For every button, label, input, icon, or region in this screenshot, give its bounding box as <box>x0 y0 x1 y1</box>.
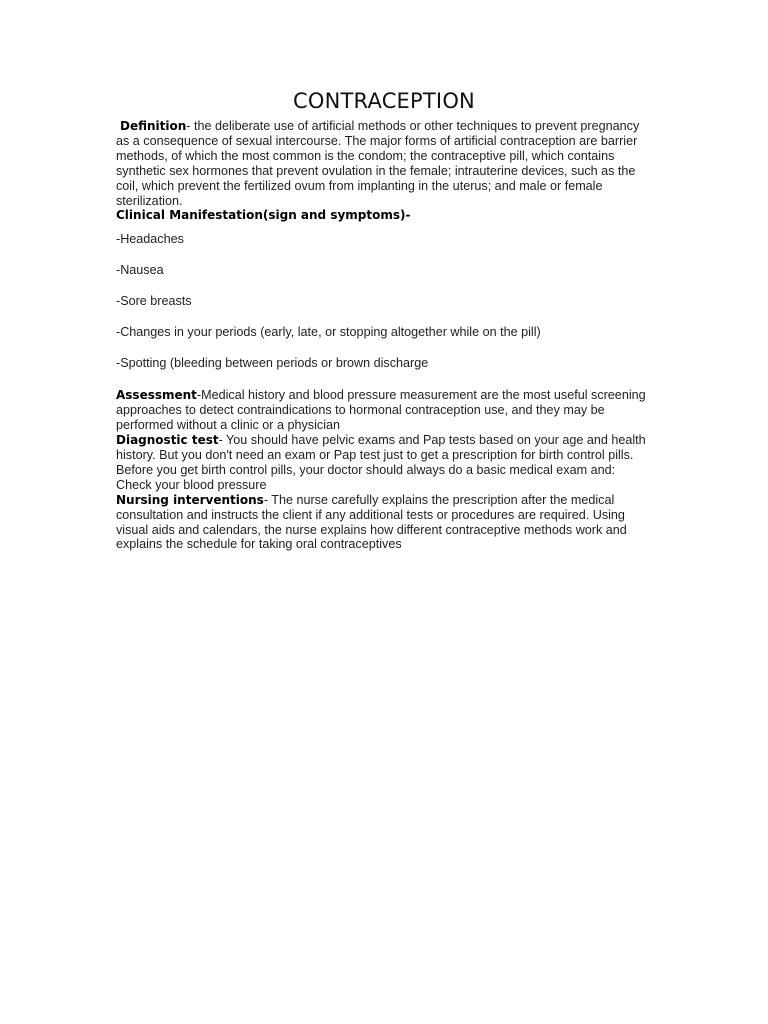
symptoms-list <box>116 232 651 371</box>
clinical-manifestation-label: Clinical Manifestation(sign and symptoms)- <box>116 208 411 223</box>
symptom-item-sore-breasts: -Sore breasts <box>116 294 192 309</box>
symptom-item-period-changes: -Changes in your periods (early, late, or stopping altogether while on the pill) <box>116 325 541 340</box>
nursing-interventions-label: Nursing interventions <box>116 492 264 507</box>
nursing-interventions-text: - The nurse carefully explains the prescription after the medical consultation and instructs the client if any additional tests or procedures are required. Using visual aids and calendars, the nurse explains how different contraceptive methods work and explains the schedule for taking oral contraceptives <box>116 492 627 552</box>
document-title: CONTRACEPTION <box>293 89 475 113</box>
document-body <box>116 119 651 552</box>
assessment-label: Assessment <box>116 388 197 403</box>
definition-text: - the deliberate use of artificial methods or other techniques to prevent pregnancy as a consequence of sexual intercourse. The major forms of artificial contraception are barrier methods, of which the most common is the condom; the contraceptive pill, which contains synthetic sex hormones that prevent ovulation in the female; intrauterine devices, such as the coil, which prevent the fertilized ovum from implanting in the uterus; and male or female sterilization. <box>116 119 640 208</box>
nursing-interventions-paragraph <box>116 493 651 553</box>
section-spacer <box>116 371 651 388</box>
symptom-item-spotting: -Spotting (bleeding between periods or brown discharge <box>116 356 429 371</box>
symptom-item-headaches: -Headaches <box>116 232 184 247</box>
assessment-text: -Medical history and blood pressure measurement are the most useful screening approaches to detect contraindications to hormonal contraception use, and they may be performed without a clinic or a physician <box>116 388 646 433</box>
clinical-manifestation-heading <box>116 208 651 223</box>
definition-label: Definition <box>120 119 187 133</box>
symptom-item-nausea: -Nausea <box>116 263 164 278</box>
diagnostic-test-paragraph <box>116 433 651 493</box>
diagnostic-test-text: - You should have pelvic exams and Pap tests based on your age and health history. But you don't need an exam or Pap test just to get a prescription for birth control pills. Before you get birth control pills, your doctor should always do a basic medical exam and: Check your blood pressure <box>116 433 646 492</box>
definition-paragraph <box>116 119 651 208</box>
assessment-paragraph <box>116 388 651 433</box>
diagnostic-test-label: Diagnostic test <box>116 433 219 448</box>
